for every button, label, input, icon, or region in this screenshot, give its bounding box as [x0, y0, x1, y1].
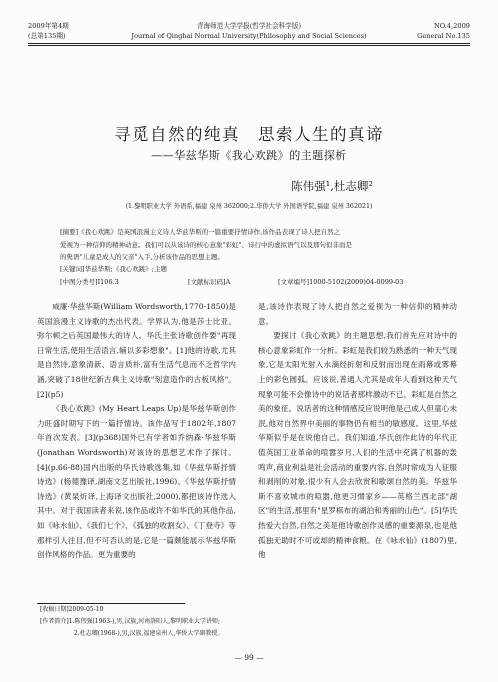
author-affiliation: (1.黎明职业大学 外语系,福建 泉州 362000;2.华侨大学 外国语学院,福建 泉州 362021) [125, 203, 373, 210]
page-number: — 99 — [234, 653, 264, 662]
total-issue-label: (总第135期) [28, 32, 66, 40]
article-subtitle: ——华兹华斯《我心欢跳》的主题探析 [151, 149, 347, 162]
journal-name-en: Journal of Qinghai Normal University(Philosophy and Social Sciences) [131, 32, 367, 40]
abstract-line: [摘要]《我心欢跳》是英国浪漫主义诗人华兹华斯的一篇重要抒情诗作,该作品表现了诗人把自然之 [60, 228, 341, 236]
classification-row [60, 277, 438, 287]
article-number: [文章编号]1000-5102(2009)04-0099-03 [278, 278, 404, 286]
body-paragraph: 要探讨《我心欢跳》的主题思想,我们首先应对诗中的核心意象彩虹作一分析。彩虹是我们较为熟悉的一种天气现象,它是太阳光射入水滴经折射和反射而出现在雨幕或雾幕上的彩色圆弧。应该说,普通人尤其是成年人看到这种天气现象可能不会像诗中的说话者那样激动不已。彩虹是自然之美的象征。说话者的这种情感反应说明他是己成人但童心未泯,他对自然界中美丽的事物仍有相当的敏感度。这里,华兹华斯似乎是在说他自己。我们知道,华氏创作此诗的年代正值英国工业革命的喧嚣岁月,人们的生活中充满了机器的轰鸣声,商业利益是社会活动的重要内容,自然时常成为人征服和剥削的对象,很少有人会去欣赏和歌颂自然的美。华兹华斯不喜欢城市的喧嚣,他更习惯家乡——英格兰西北部"湖区"的生活,那里有"星罗棋布的湖泊和秀丽的山色"。[5]华氏热爱大自然,自然之美是他诗歌创作灵感的重要源泉,也是他孤独无助时不可或却的精神食粮。在《咏水仙》(1807)里,他 [258, 331, 457, 560]
article-title: 寻觅自然的纯真 思索人生的真谛 [114, 125, 384, 144]
document-code: [文献标识码]A [188, 278, 231, 286]
keywords: [关键词]华兹华斯;《我心欢跳》;主题 [60, 265, 167, 273]
body-paragraph: 是,该诗作表现了诗人把自然之爱视为一种信仰的精神动意。 [258, 302, 457, 326]
author-bio-2: 2.杜志卿(1968-),男,汉族,福建泉州人,华侨大学副教授。 [74, 630, 224, 637]
body-column-right [258, 300, 457, 563]
body-paragraph: 《我心欢跳》(My Heart Leaps Up)是华兹华斯创作力旺盛时期写下的一篇抒情诗。该作品写于1802年,1807年首次发表。[3](p368)国外已有学者如乔纳森·华兹华斯(Jonathan Wordsworth)对该诗的思想艺术作了探讨。[4](p.66-88)国内出版的华氏诗歌选集,如《华兹华斯抒情诗选》(杨德豫译,湖南文艺出版社,1996)、《华兹华斯抒情诗选》(黄杲炘译,上海译文出版社,2000),都把该诗作选入其中。对于我国读者来说,该作品或许不如华氏的其他作品,如《咏水仙》、《我们七个》、《孤独的收割女》、《丁登寺》等那样引人注目,但不可否认的是,它是一篇颇能展示华兹华斯创作风格的作品。更为重要的 [37, 404, 236, 560]
abstract-line: 爱视为一种信仰的精神动意。我们可以从该诗的核心意象"彩虹"、诗行中的虚拟语气以及那句似非而是 [60, 240, 352, 249]
received-date: [收稿日期]2009-05-10 [40, 606, 104, 613]
author-bio-1: [作者简介]1.陈伟强(1963-),男,汉族,河南洛阳人,黎明职业大学讲师; [40, 618, 221, 625]
journal-name-cn: 青海师范大学学报(哲学社会科学版) [196, 22, 302, 30]
footnote-rule [37, 603, 185, 604]
abstract [60, 226, 438, 264]
article-authors: 陈伟强¹,杜志卿² [291, 179, 373, 193]
body-column-left [37, 300, 236, 563]
classification-number: [中图分类号]I106.3 [60, 278, 119, 286]
header-rule [28, 43, 470, 44]
header-rule-thin [28, 45, 470, 46]
body-paragraph: 威廉·华兹华斯(William Wordsworth,1770-1850)是英国浪漫主义诗歌的杰出代表。学界认为,他是莎士比亚、弥尔顿之后英国最伟大的诗人。华氏主张诗歌创作要"再现日常生活,使用生活语言,辅以多彩想象"。[1]他的诗歌,尤其是自然诗,意象清新、语言质朴,富有生活气息而不乏哲学内涵,突破了18世纪新古典主义诗歌"刻意造作的古板风格"。[2](p5) [37, 302, 236, 399]
issue-label: 2009年第4期 [28, 22, 69, 30]
issue-number-en: NO.4,2009 [434, 22, 470, 30]
abstract-line: 的隽语"儿童是成人的父亲"入手,分析该作品的思想主题。 [60, 253, 225, 262]
general-number-en: General No.135 [417, 32, 470, 40]
